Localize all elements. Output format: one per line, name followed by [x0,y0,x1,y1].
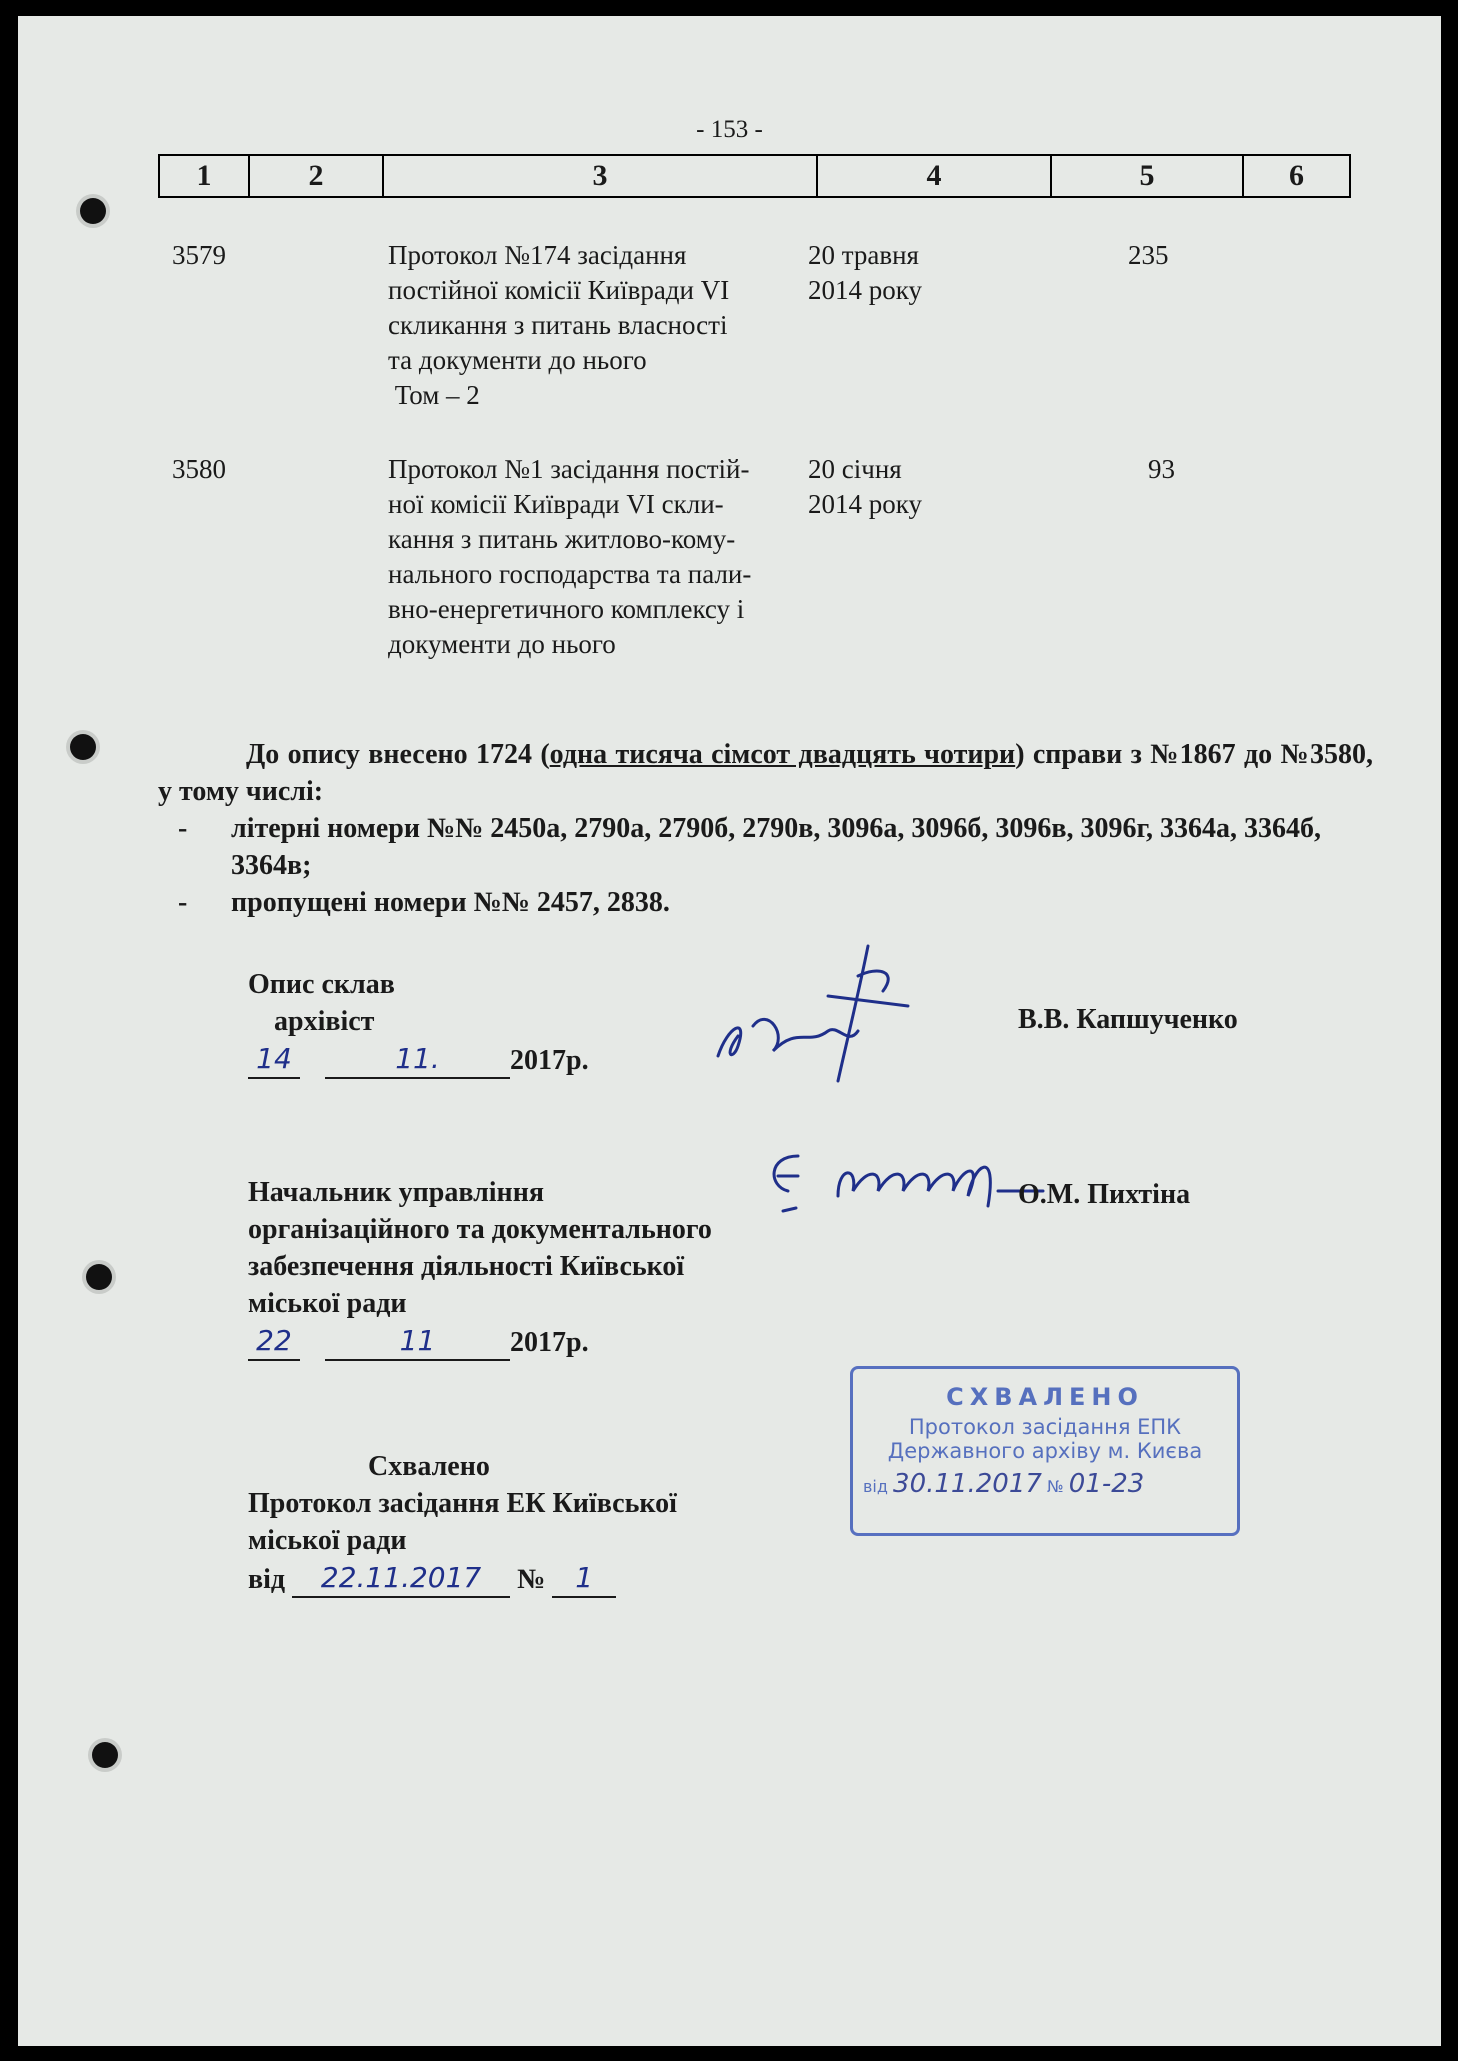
page-number: - 153 - [696,116,763,143]
case-date-line: 20 січня [808,454,902,484]
case-title-line: та документи до нього [388,345,647,375]
punch-hole [80,198,106,224]
stamp-ref [853,1469,1237,1499]
case-date-line: 2014 року [808,275,922,305]
summary-text [158,736,1373,810]
date-year: 2017р. [510,1327,589,1358]
approval-stamp [850,1366,1240,1536]
compiler-name: В.В. Капшученко [1018,1004,1238,1035]
head-signature [758,1136,1048,1226]
approval-block [248,1448,677,1598]
stamp-num-label: № [1047,1477,1064,1496]
case-number: 3579 [172,240,226,270]
case-title-line: вно-енергетичного комплексу і [388,594,745,624]
head-title-line: міської ради [248,1288,407,1319]
approval-ref [248,1559,677,1598]
column-number: 3 [384,156,818,196]
compiler-signature [708,936,918,1086]
case-pages: 235 [1128,240,1169,270]
case-date [808,238,1008,308]
stamp-line: Протокол засідання ЕПК [908,1415,1182,1439]
date-day: 22 [248,1322,300,1361]
approval-from-label: від [248,1564,286,1595]
approval-protocol: Протокол засідання ЕК Київської [248,1488,677,1519]
case-number: 3580 [172,454,226,484]
punch-hole [92,1742,118,1768]
approval-number: 1 [552,1559,616,1598]
case-title-line: постійної комісії Київради VI [388,275,730,305]
case-title-line: ної комісії Київради VI скли- [388,489,724,519]
compiler-date [248,1040,589,1079]
stamp-line: Державного архіву м. Києва [887,1439,1203,1463]
skipped-numbers: пропущені номери №№ 2457, 2838. [231,887,670,918]
case-title-line: Том – 2 [388,380,480,410]
column-number: 1 [160,156,250,196]
stamp-title: СХВАЛЕНО [946,1383,1144,1411]
head-block [248,1174,712,1361]
case-title-line: Протокол №174 засідання [388,240,687,270]
column-number: 5 [1052,156,1244,196]
compiler-block [248,966,589,1079]
head-date [248,1322,712,1361]
case-title-line: документи до нього [388,629,616,659]
case-title [388,238,808,413]
approval-body: міської ради [248,1525,407,1556]
punch-hole [86,1264,112,1290]
stamp-number: 01-23 [1068,1469,1145,1499]
case-title-line: Протокол №1 засідання постій- [388,454,750,484]
list-item: - літерні номери №№ 2450а, 2790а, 2790б, 2790в, 3096а, 3096б, 3096в, 3096г, 3364а, 3364б, 3364в; [158,810,1373,884]
case-pages: 93 [1148,454,1175,484]
letter-numbers: літерні номери №№ 2450а, 2790а, 2790б, 2790в, 3096а, 3096б, 3096в, 3096г, 3364а, 3364б, 3364в; [231,813,1322,881]
summary-suffix: ) справи з №1867 до №3580, у тому числі: [158,739,1374,807]
column-number: 6 [1289,159,1304,192]
stamp-date: 30.11.2017 [893,1469,1042,1499]
head-title-line: забезпечення діяльності Київської [248,1251,685,1282]
date-month: 11 [325,1322,510,1361]
case-title-line: кання з питань житлово-кому- [388,524,736,554]
approval-heading: Схвалено [368,1451,490,1482]
punch-hole [70,734,96,760]
summary-prefix: До опису внесено 1724 ( [246,739,550,770]
column-header [158,154,1351,198]
head-name: О.М. Пихтіна [1018,1179,1191,1210]
approval-date: 22.11.2017 [292,1559,510,1598]
list-item: - пропущені номери №№ 2457, 2838. [158,884,1373,921]
stamp-from-label: від [863,1477,888,1496]
case-date-line: 2014 року [808,489,922,519]
summary-count-words: одна тисяча сімсот двадцять чотири [549,739,1016,770]
case-date-line: 20 травня [808,240,919,270]
case-title-line: скликання з питань власності [388,310,728,340]
case-title-line: нального господарства та пали- [388,559,752,589]
document-page [18,16,1441,2046]
compiler-label: Опис склав [248,969,395,1000]
date-year: 2017р. [510,1045,589,1076]
date-month: 11. [325,1040,510,1079]
column-number: 4 [818,156,1052,196]
head-title-line: Начальник управління [248,1177,544,1208]
case-title [388,452,808,662]
column-number: 2 [250,156,384,196]
summary-block [158,736,1373,921]
head-title-line: організаційного та документального [248,1214,712,1245]
date-day: 14 [248,1040,300,1079]
case-date [808,452,1008,522]
compiler-position: архівіст [274,1006,375,1037]
approval-num-label: № [517,1564,546,1595]
